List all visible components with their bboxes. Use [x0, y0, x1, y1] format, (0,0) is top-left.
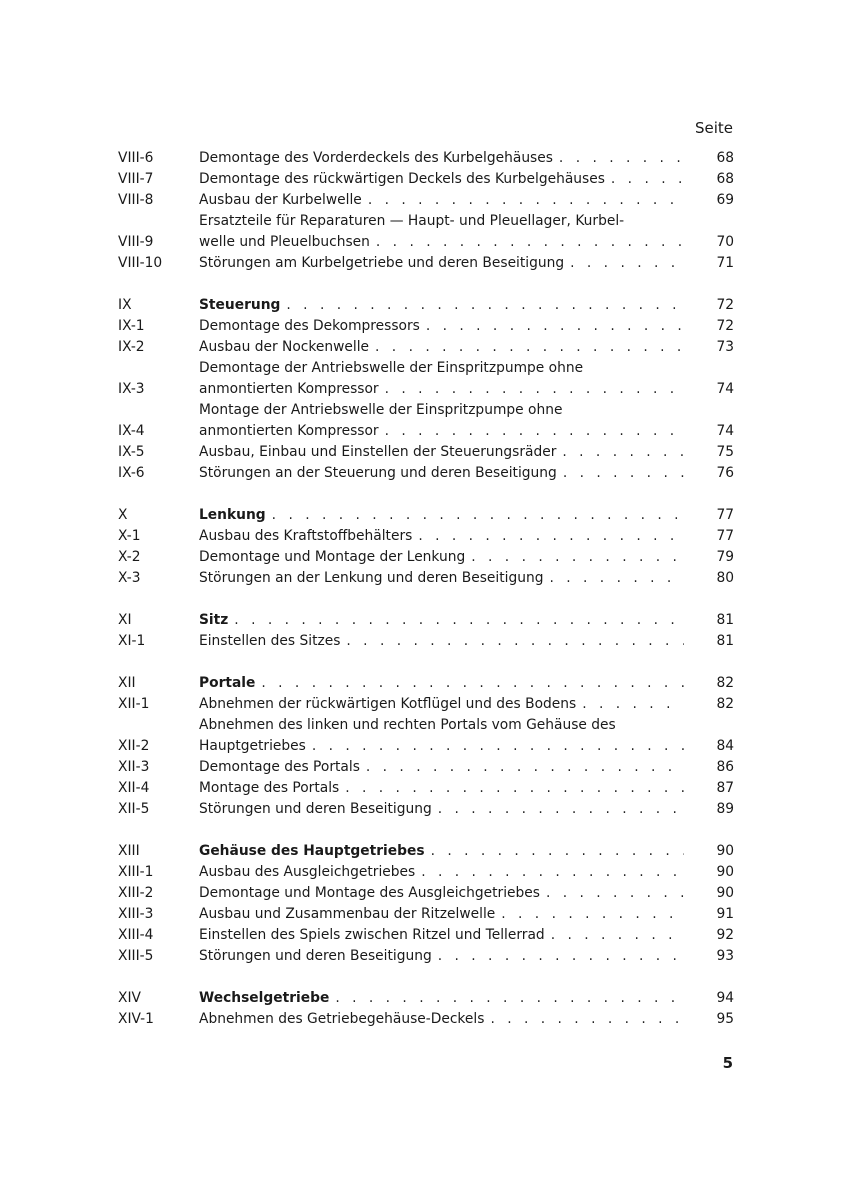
entry-title-line: Montage des Portals — [199, 780, 340, 796]
entry-title — [199, 148, 684, 169]
toc-entry-row — [118, 442, 734, 463]
dot-leader — [415, 862, 684, 883]
entry-title-line: Störungen am Kurbelgetriebe und deren Beseitigung — [199, 255, 565, 271]
section-number: IX-5 — [118, 444, 145, 460]
section-number: IX — [118, 297, 132, 313]
section-number: X-3 — [118, 570, 141, 586]
section-number: XIII-5 — [118, 948, 154, 964]
toc-entry-row — [118, 862, 734, 883]
entry-title-line: Ausbau der Kurbelwelle — [199, 192, 362, 208]
section-number: XIII-3 — [118, 906, 154, 922]
entry-page-number: 68 — [716, 150, 734, 166]
entry-title — [199, 904, 684, 925]
section-number: XII — [118, 675, 136, 691]
dot-leader — [495, 904, 684, 925]
toc-entry-row — [118, 883, 734, 904]
dot-leader — [540, 883, 684, 904]
toc-section — [118, 841, 734, 967]
toc-entry-row — [118, 316, 734, 337]
dot-leader — [576, 694, 684, 715]
entry-title — [199, 442, 684, 463]
dot-leader — [425, 841, 684, 862]
entry-title-line: Hauptgetriebes — [199, 738, 306, 754]
entry-title-line: Störungen an der Steuerung und deren Beseitigung — [199, 465, 557, 481]
entry-title-line: Demontage und Montage der Lenkung — [199, 549, 466, 565]
toc-section — [118, 148, 734, 274]
entry-title — [199, 190, 684, 211]
entry-title — [199, 946, 684, 967]
entry-page-number: 73 — [716, 339, 734, 355]
entry-title — [199, 673, 684, 694]
entry-title — [199, 862, 684, 883]
section-number: X-2 — [118, 549, 141, 565]
entry-title-line: Demontage und Montage des Ausgleichgetriebes — [199, 885, 540, 901]
entry-title — [199, 169, 684, 190]
entry-page-number: 77 — [716, 528, 734, 544]
dot-leader — [564, 253, 684, 274]
dot-leader — [412, 526, 684, 547]
dot-leader — [360, 757, 684, 778]
entry-title — [199, 883, 684, 904]
entry-page-number: 95 — [716, 1011, 734, 1027]
dot-leader — [543, 568, 684, 589]
dot-leader — [362, 190, 684, 211]
entry-title-line: Demontage des Dekompressors — [199, 318, 420, 334]
dot-leader — [255, 673, 684, 694]
entry-title-line: Demontage des Portals — [199, 759, 360, 775]
toc-entry-row — [118, 190, 734, 211]
section-number: X — [118, 507, 128, 523]
toc-entry-row — [118, 757, 734, 778]
section-number: VIII-8 — [118, 192, 154, 208]
dot-leader — [484, 1009, 684, 1030]
entry-page-number: 82 — [716, 675, 734, 691]
entry-title — [199, 316, 684, 337]
dot-leader — [556, 442, 684, 463]
entry-title-line: welle und Pleuelbuchsen — [199, 234, 370, 250]
toc-chapter-row — [118, 841, 734, 862]
toc-chapter-row — [118, 610, 734, 631]
section-number: VIII-6 — [118, 150, 154, 166]
entry-page-number: 91 — [716, 906, 734, 922]
section-number: XIV — [118, 990, 141, 1006]
section-number: IX-3 — [118, 381, 145, 397]
entry-title-line: Gehäuse des Hauptgetriebes — [199, 843, 425, 859]
entry-page-number: 74 — [716, 423, 734, 439]
entry-title-line: Störungen an der Lenkung und deren Beseitigung — [199, 570, 544, 586]
entry-title-line: Ausbau der Nockenwelle — [199, 339, 370, 355]
entry-page-number: 87 — [716, 780, 734, 796]
section-number: XII-4 — [118, 780, 150, 796]
section-number: IX-6 — [118, 465, 145, 481]
entry-title — [199, 295, 684, 316]
toc-chapter-row — [118, 673, 734, 694]
toc-entry-row — [118, 904, 734, 925]
toc-chapter-row — [118, 988, 734, 1009]
entry-page-number: 94 — [716, 990, 734, 1006]
entry-title-line: Abnehmen des Getriebegehäuse-Deckels — [199, 1011, 485, 1027]
entry-title-line: Ausbau, Einbau und Einstellen der Steuerungsräder — [199, 444, 557, 460]
entry-title-line: Ausbau und Zusammenbau der Ritzelwelle — [199, 906, 496, 922]
toc-section — [118, 988, 734, 1030]
entry-page-number: 81 — [716, 612, 734, 628]
entry-page-number: 90 — [716, 843, 734, 859]
toc-entry-row — [118, 463, 734, 484]
dot-leader — [340, 631, 684, 652]
entry-page-number: 86 — [716, 759, 734, 775]
toc-entry-row — [118, 946, 734, 967]
toc-entry-row — [118, 799, 734, 820]
entry-title — [199, 505, 684, 526]
entry-title-line: Lenkung — [199, 507, 266, 523]
entry-title-line: Abnehmen der rückwärtigen Kotflügel und des Bodens — [199, 696, 577, 712]
entry-title-line: Wechselgetriebe — [199, 990, 330, 1006]
entry-title — [199, 694, 684, 715]
entry-title — [199, 778, 684, 799]
section-number: XII-3 — [118, 759, 150, 775]
toc-entry-row — [118, 148, 734, 169]
dot-leader — [329, 988, 684, 1009]
entry-page-number: 92 — [716, 927, 734, 943]
section-number: XIII-1 — [118, 864, 154, 880]
section-number: IX-2 — [118, 339, 145, 355]
dot-leader — [339, 778, 684, 799]
section-number: XI-1 — [118, 633, 146, 649]
table-of-contents — [118, 148, 734, 1051]
entry-page-number: 84 — [716, 738, 734, 754]
toc-entry-row — [118, 715, 734, 757]
toc-entry-row — [118, 925, 734, 946]
entry-page-number: 80 — [716, 570, 734, 586]
entry-title-line: Portale — [199, 675, 256, 691]
entry-title — [199, 631, 684, 652]
toc-entry-row — [118, 358, 734, 400]
entry-page-number: 69 — [716, 192, 734, 208]
entry-title-line: Einstellen des Sitzes — [199, 633, 341, 649]
entry-title — [199, 463, 684, 484]
toc-chapter-row — [118, 295, 734, 316]
dot-leader — [379, 421, 684, 442]
entry-title — [199, 925, 684, 946]
entry-title-line: Ausbau des Kraftstoffbehälters — [199, 528, 413, 544]
entry-title-line: Demontage der Antriebswelle der Einspritzpumpe ohne — [199, 360, 584, 376]
dot-leader — [379, 379, 684, 400]
entry-page-number: 72 — [716, 297, 734, 313]
dot-leader — [432, 946, 684, 967]
entry-page-number: 82 — [716, 696, 734, 712]
entry-page-number: 76 — [716, 465, 734, 481]
entry-title-line: Einstellen des Spiels zwischen Ritzel und Tellerrad — [199, 927, 545, 943]
entry-title-line: Demontage des rückwärtigen Deckels des Kurbelgehäuses — [199, 171, 605, 187]
entry-title-line: Störungen und deren Beseitigung — [199, 801, 432, 817]
entry-title — [199, 715, 684, 757]
entry-title — [199, 253, 684, 274]
section-number: VIII-7 — [118, 171, 154, 187]
toc-section — [118, 673, 734, 820]
toc-section — [118, 505, 734, 589]
toc-entry-row — [118, 169, 734, 190]
dot-leader — [465, 547, 684, 568]
entry-title-line: Sitz — [199, 612, 229, 628]
dot-leader — [280, 295, 684, 316]
entry-title — [199, 547, 684, 568]
dot-leader — [432, 799, 684, 820]
entry-page-number: 81 — [716, 633, 734, 649]
entry-title-line: anmontierten Kompressor — [199, 381, 379, 397]
toc-entry-row — [118, 337, 734, 358]
toc-entry-row — [118, 547, 734, 568]
section-number: XII-2 — [118, 738, 150, 754]
entry-title-line: anmontierten Kompressor — [199, 423, 379, 439]
toc-chapter-row — [118, 505, 734, 526]
entry-title — [199, 757, 684, 778]
toc-entry-row — [118, 1009, 734, 1030]
section-number: XIII — [118, 843, 140, 859]
entry-title-line: Ersatzteile für Reparaturen — Haupt- und Pleuellager, Kurbel- — [199, 213, 625, 229]
entry-page-number: 74 — [716, 381, 734, 397]
entry-page-number: 72 — [716, 318, 734, 334]
entry-title — [199, 841, 684, 862]
entry-title-line: Montage der Antriebswelle der Einspritzpumpe ohne — [199, 402, 563, 418]
entry-page-number: 70 — [716, 234, 734, 250]
entry-title-line: Abnehmen des linken und rechten Portals vom Gehäuse des — [199, 717, 616, 733]
toc-entry-row — [118, 568, 734, 589]
section-number: XIII-4 — [118, 927, 154, 943]
entry-title — [199, 211, 684, 253]
toc-entry-row — [118, 400, 734, 442]
section-number: IX-4 — [118, 423, 145, 439]
dot-leader — [306, 736, 684, 757]
dot-leader — [420, 316, 684, 337]
entry-title — [199, 610, 684, 631]
section-number: VIII-10 — [118, 255, 163, 271]
section-number: XI — [118, 612, 132, 628]
section-number: XII-5 — [118, 801, 150, 817]
entry-page-number: 89 — [716, 801, 734, 817]
entry-page-number: 71 — [716, 255, 734, 271]
dot-leader — [228, 610, 684, 631]
entry-page-number: 90 — [716, 864, 734, 880]
entry-title — [199, 337, 684, 358]
toc-entry-row — [118, 778, 734, 799]
toc-entry-row — [118, 526, 734, 547]
toc-entry-row — [118, 694, 734, 715]
page-number: 5 — [722, 1054, 733, 1072]
toc-entry-row — [118, 631, 734, 652]
entry-title — [199, 358, 684, 400]
entry-title — [199, 400, 684, 442]
entry-page-number: 77 — [716, 507, 734, 523]
entry-page-number: 90 — [716, 885, 734, 901]
entry-title — [199, 799, 684, 820]
dot-leader — [369, 337, 684, 358]
dot-leader — [553, 148, 684, 169]
toc-section — [118, 295, 734, 484]
section-number: X-1 — [118, 528, 141, 544]
dot-leader — [557, 463, 684, 484]
entry-title-line: Störungen und deren Beseitigung — [199, 948, 432, 964]
dot-leader — [266, 505, 684, 526]
section-number: VIII-9 — [118, 234, 154, 250]
section-number: XIII-2 — [118, 885, 154, 901]
toc-section — [118, 610, 734, 652]
entry-title-line: Steuerung — [199, 297, 281, 313]
dot-leader — [605, 169, 684, 190]
entry-page-number: 75 — [716, 444, 734, 460]
entry-title — [199, 988, 684, 1009]
entry-page-number: 93 — [716, 948, 734, 964]
entry-title-line: Ausbau des Ausgleichgetriebes — [199, 864, 416, 880]
section-number: IX-1 — [118, 318, 145, 334]
toc-entry-row — [118, 253, 734, 274]
dot-leader — [545, 925, 684, 946]
toc-entry-row — [118, 211, 734, 253]
page-column-header: Seite — [694, 119, 733, 137]
dot-leader — [370, 232, 684, 253]
section-number: XIV-1 — [118, 1011, 154, 1027]
entry-title — [199, 568, 684, 589]
entry-title-line: Demontage des Vorderdeckels des Kurbelgehäuses — [199, 150, 553, 166]
entry-page-number: 79 — [716, 549, 734, 565]
section-number: XII-1 — [118, 696, 150, 712]
entry-title — [199, 526, 684, 547]
entry-page-number: 68 — [716, 171, 734, 187]
entry-title — [199, 1009, 684, 1030]
